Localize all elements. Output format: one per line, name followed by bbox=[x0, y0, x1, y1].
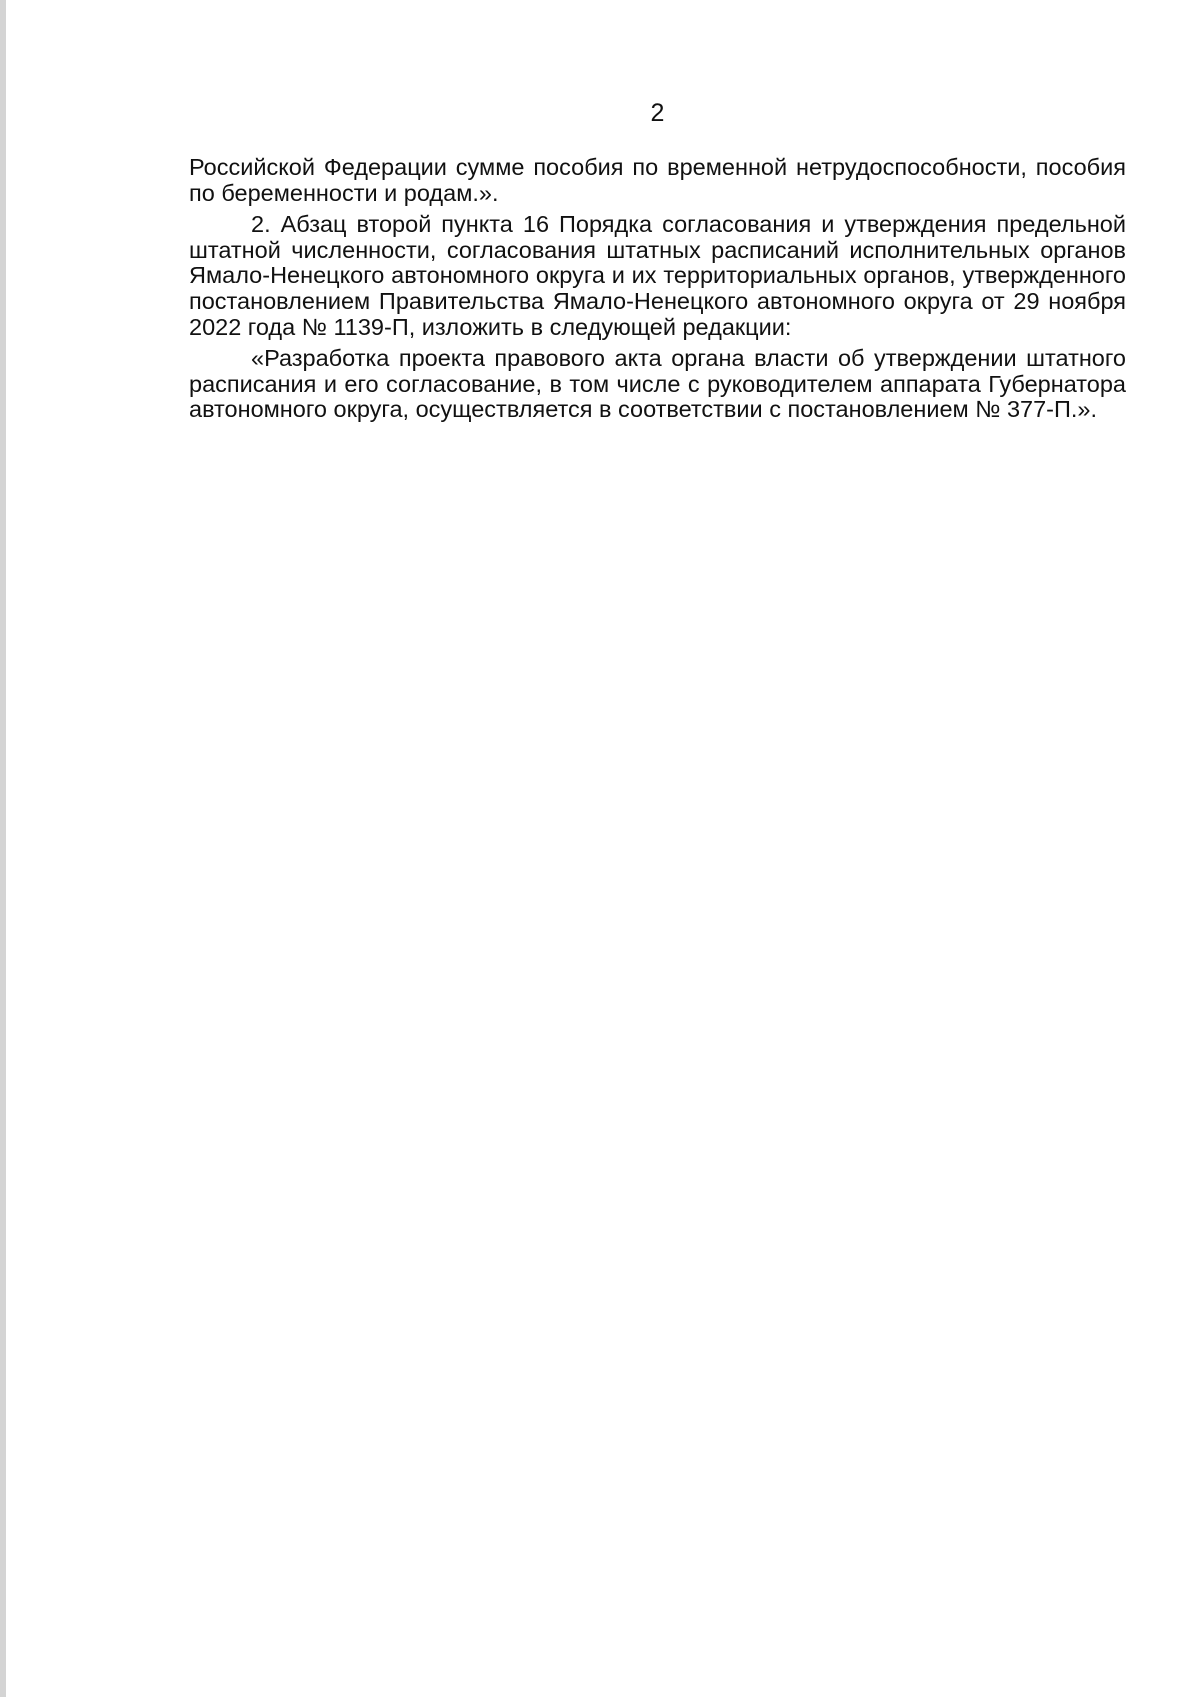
paragraph-continuation: Российской Федерации сумме пособия по временной нетрудоспособности, пособия по беременности и родам.». bbox=[189, 154, 1126, 206]
document-body bbox=[189, 155, 1126, 423]
paragraph-quoted-text: «Разработка проекта правового акта органа власти об утверждении штатного расписания и его согласование, в том числе с руководителем аппарата Губернатора автономного округа, осуществляется в соответствии с постановлением № 377-П.». bbox=[189, 345, 1126, 423]
scan-edge bbox=[0, 0, 6, 1697]
page-number: 2 bbox=[650, 99, 665, 127]
paragraph-item-2: 2. Абзац второй пункта 16 Порядка согласования и утверждения предельной штатной численности, согласования штатных расписаний исполнительных органов Ямало-Ненецкого автономного округа и их территориальных органов, утвержденного постановлением Правительства Ямало-Ненецкого автономного округа от 29 ноября 2022 года № 1139-П, изложить в следующей редакции: bbox=[189, 211, 1126, 340]
